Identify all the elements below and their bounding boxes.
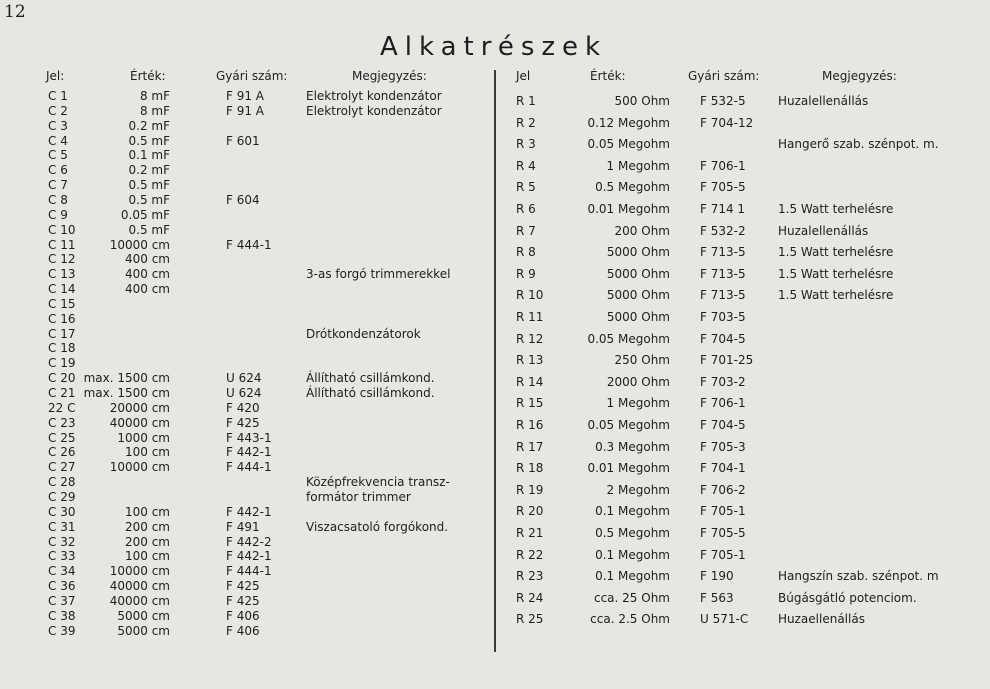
table-row xyxy=(0,415,746,434)
part-designator: R 20 xyxy=(516,504,544,519)
part-value: 400 cm xyxy=(124,252,170,267)
part-number: F 713-5 xyxy=(700,288,746,303)
part-designator: C 39 xyxy=(48,623,76,638)
part-note: 3-as forgó trimmerekkel xyxy=(306,267,451,282)
part-number: F 714 1 xyxy=(700,202,746,216)
part-number: F 713-5 xyxy=(700,266,746,281)
part-number: F 604 xyxy=(226,192,260,207)
part-designator: C 31 xyxy=(48,519,76,534)
part-value: 1 Megohm xyxy=(606,396,670,411)
part-value: 400 cm xyxy=(124,267,170,282)
part-value: 5000 Ohm xyxy=(606,266,670,281)
part-designator: R 11 xyxy=(516,310,544,324)
part-note: Huzalellenállás xyxy=(778,223,869,238)
part-designator: C 19 xyxy=(48,356,76,371)
part-number: F 705-3 xyxy=(700,439,746,454)
part-number: U 624 xyxy=(226,371,262,386)
part-designator: R 14 xyxy=(516,374,544,389)
part-note: Elektrolyt kondenzátor xyxy=(306,89,442,103)
part-designator: C 18 xyxy=(48,341,76,356)
part-designator: R 15 xyxy=(516,396,544,411)
part-value: 200 cm xyxy=(124,534,170,549)
table-row xyxy=(0,245,894,261)
table-row xyxy=(0,115,754,132)
part-value: 0.3 Megohm xyxy=(595,439,670,454)
part-value: 0.5 Megohm xyxy=(595,526,670,540)
part-value: 100 cm xyxy=(124,445,170,460)
part-value: 8 mF xyxy=(139,89,170,103)
right-header-jel: Jel xyxy=(516,69,531,83)
part-number: F 425 xyxy=(226,415,260,430)
part-value: 10000 cm xyxy=(109,460,170,475)
part-value: cca. 2.5 Ohm xyxy=(590,612,670,627)
part-number: F 444-1 xyxy=(226,460,272,475)
part-designator: R 13 xyxy=(516,353,544,368)
part-designator: C 11 xyxy=(48,237,76,252)
part-designator: R 6 xyxy=(516,202,536,216)
part-number: F 705-1 xyxy=(700,547,746,562)
part-value: max. 1500 cm xyxy=(83,386,170,400)
part-value: 0.5 mF xyxy=(128,192,170,207)
part-designator: R 2 xyxy=(516,115,536,130)
table-row xyxy=(0,461,746,477)
page-number: 12 xyxy=(4,2,26,22)
part-value: 0.2 mF xyxy=(128,163,170,178)
part-number: U 624 xyxy=(226,386,262,400)
part-number: F 425 xyxy=(226,593,260,608)
part-value: 0.01 Megohm xyxy=(587,461,670,476)
part-designator: R 18 xyxy=(516,461,544,476)
part-designator: C 15 xyxy=(48,296,76,311)
part-designator: C 16 xyxy=(48,311,76,326)
part-value: 100 cm xyxy=(124,549,170,564)
part-value: 10000 cm xyxy=(109,237,170,252)
table-row xyxy=(0,310,746,326)
part-designator: R 12 xyxy=(516,331,544,346)
part-value: 5000 Ohm xyxy=(606,288,670,303)
table-row xyxy=(0,202,894,218)
part-designator: C 2 xyxy=(48,103,68,118)
part-value: 0.2 mF xyxy=(128,118,170,133)
part-designator: C 33 xyxy=(48,549,76,564)
left-header-megjegyzes: Megjegyzés: xyxy=(352,69,427,83)
part-value: 2000 Ohm xyxy=(606,374,670,389)
left-header-ertek: Érték: xyxy=(130,69,166,83)
part-value: cca. 25 Ohm xyxy=(593,590,670,605)
table-row xyxy=(0,526,746,542)
part-number: U 571-C xyxy=(700,612,749,627)
part-number: F 91 A xyxy=(226,89,265,103)
part-designator: R 16 xyxy=(516,418,544,432)
part-number: F 704-5 xyxy=(700,418,746,432)
table-row xyxy=(0,180,746,196)
part-value: 0.1 Megohm xyxy=(595,569,670,584)
part-designator: C 14 xyxy=(48,282,76,297)
part-number: F 442-1 xyxy=(226,504,272,519)
part-designator: R 19 xyxy=(516,482,544,497)
part-designator: C 5 xyxy=(48,148,68,163)
page-title: Alkatrészek xyxy=(380,32,608,62)
part-value: 2 Megohm xyxy=(606,482,670,497)
part-designator: C 1 xyxy=(48,89,68,103)
right-header-ertek: Érték: xyxy=(590,69,626,83)
table-row xyxy=(0,612,865,628)
part-value: 100 cm xyxy=(124,504,170,519)
right-header-megjegyzes: Megjegyzés: xyxy=(822,69,897,83)
part-designator: R 9 xyxy=(516,266,536,281)
part-designator: R 5 xyxy=(516,180,536,195)
part-value: 0.05 Megohm xyxy=(587,418,670,432)
part-number: F 705-1 xyxy=(700,504,746,519)
table-row xyxy=(0,504,746,520)
table-row xyxy=(0,288,894,304)
part-value: 0.01 Megohm xyxy=(587,202,670,216)
part-number: F 425 xyxy=(226,579,260,594)
part-number: F 532-5 xyxy=(700,94,746,108)
part-designator: R 8 xyxy=(516,245,536,260)
part-number: F 491 xyxy=(226,519,260,534)
part-number: F 706-1 xyxy=(700,158,746,173)
part-value: 0.5 Megohm xyxy=(595,180,670,195)
part-number: F 406 xyxy=(226,608,260,623)
part-designator: R 4 xyxy=(516,158,536,173)
part-designator: C 4 xyxy=(48,133,68,148)
part-number: F 601 xyxy=(226,133,260,148)
part-value: 400 cm xyxy=(124,282,170,297)
part-designator: R 25 xyxy=(516,612,544,627)
part-designator: R 21 xyxy=(516,526,544,540)
part-number: F 706-1 xyxy=(700,396,746,411)
part-note: Hangszín szab. szénpot. m xyxy=(778,569,939,584)
left-header-jel: Jel: xyxy=(46,69,65,83)
part-value: 0.05 Megohm xyxy=(587,137,670,152)
part-value: 40000 cm xyxy=(109,593,170,608)
part-value: 10000 cm xyxy=(109,564,170,579)
part-note: Huzaellenállás xyxy=(778,612,865,627)
part-designator: C 6 xyxy=(48,163,68,178)
table-row xyxy=(0,547,746,564)
part-designator: C 23 xyxy=(48,415,76,430)
part-note: Viszacsatoló forgókond. xyxy=(306,519,449,534)
part-value: 500 Ohm xyxy=(614,94,670,108)
table-row xyxy=(0,266,894,283)
part-value: 0.05 mF xyxy=(120,207,170,222)
part-value: 20000 cm xyxy=(109,400,170,415)
part-designator: R 17 xyxy=(516,439,544,454)
part-designator: C 37 xyxy=(48,593,76,608)
part-number: F 406 xyxy=(226,623,260,638)
part-designator: C 3 xyxy=(48,118,68,133)
part-number: F 563 xyxy=(700,590,734,605)
part-value: 250 Ohm xyxy=(614,353,670,368)
part-designator: C 30 xyxy=(48,504,76,519)
left-header-gyari: Gyári szám: xyxy=(216,69,288,83)
part-number: F 703-5 xyxy=(700,310,746,324)
table-row xyxy=(0,374,746,391)
column-divider xyxy=(494,70,496,652)
part-number: F 703-2 xyxy=(700,374,746,389)
table-row xyxy=(0,396,746,412)
part-note: Búgásgátló potenciom. xyxy=(778,590,917,605)
part-designator: C 21 xyxy=(48,386,76,400)
part-note: Huzalellenállás xyxy=(778,94,869,108)
table-row xyxy=(0,94,869,110)
part-designator: R 22 xyxy=(516,547,544,562)
table-row xyxy=(0,590,917,607)
part-designator: 22 C xyxy=(48,400,76,415)
part-note: Középfrekvencia transz- xyxy=(306,475,450,490)
part-designator: R 23 xyxy=(516,569,544,584)
part-note: Hangerő szab. szénpot. m. xyxy=(778,137,939,152)
part-value: 0.5 mF xyxy=(128,178,170,193)
part-number: F 442-2 xyxy=(226,534,272,549)
part-value: max. 1500 cm xyxy=(83,371,170,386)
part-value: 0.12 Megohm xyxy=(587,115,670,130)
part-number: F 420 xyxy=(226,400,260,415)
part-note: formátor trimmer xyxy=(306,489,411,504)
part-value: 40000 cm xyxy=(109,579,170,594)
part-designator: C 28 xyxy=(48,475,76,490)
table-row xyxy=(0,158,746,178)
part-designator: C 9 xyxy=(48,207,68,222)
part-number: F 706-2 xyxy=(700,482,746,497)
part-note: 1.5 Watt terhelésre xyxy=(778,202,894,216)
part-designator: C 38 xyxy=(48,608,76,623)
part-note: Állítható csillámkond. xyxy=(306,371,435,386)
part-value: 5000 Ohm xyxy=(606,245,670,260)
part-value: 1 Megohm xyxy=(606,158,670,173)
part-value: 0.5 mF xyxy=(128,222,170,237)
part-designator: C 25 xyxy=(48,430,76,445)
part-note: Drótkondenzátorok xyxy=(306,326,421,341)
part-designator: R 10 xyxy=(516,288,544,303)
part-number: F 443-1 xyxy=(226,430,272,445)
right-header-gyari: Gyári szám: xyxy=(688,69,760,83)
part-number: F 442-1 xyxy=(226,549,272,564)
part-designator: R 3 xyxy=(516,137,536,152)
part-number: F 532-2 xyxy=(700,223,746,238)
part-value: 8 mF xyxy=(139,103,170,118)
part-number: F 444-1 xyxy=(226,564,272,579)
part-number: F 704-1 xyxy=(700,461,746,476)
table-row xyxy=(0,439,746,456)
part-designator: C 13 xyxy=(48,267,76,282)
part-designator: C 17 xyxy=(48,326,76,341)
part-value: 0.5 mF xyxy=(128,133,170,148)
part-note: 1.5 Watt terhelésre xyxy=(778,245,894,260)
table-row xyxy=(0,331,746,348)
part-designator: C 10 xyxy=(48,222,76,237)
table-row xyxy=(0,223,869,240)
table-row xyxy=(0,353,754,369)
part-designator: R 24 xyxy=(516,590,544,605)
part-note: Állítható csillámkond. xyxy=(306,386,435,400)
part-value: 0.1 mF xyxy=(128,148,170,163)
part-number: F 701-25 xyxy=(700,353,754,368)
part-note: 1.5 Watt terhelésre xyxy=(778,288,894,303)
part-value: 40000 cm xyxy=(109,415,170,430)
part-designator: C 8 xyxy=(48,192,68,207)
part-note: 1.5 Watt terhelésre xyxy=(778,266,894,281)
table-row xyxy=(0,137,939,153)
part-number: F 705-5 xyxy=(700,526,746,540)
part-designator: R 1 xyxy=(516,94,536,108)
part-number: F 704-12 xyxy=(700,115,754,130)
part-designator: R 7 xyxy=(516,223,536,238)
part-value: 5000 cm xyxy=(117,623,170,638)
part-value: 200 Ohm xyxy=(614,223,670,238)
part-value: 5000 Ohm xyxy=(606,310,670,324)
part-designator: C 27 xyxy=(48,460,76,475)
part-designator: C 12 xyxy=(48,252,76,267)
part-designator: C 20 xyxy=(48,371,76,386)
part-number: F 444-1 xyxy=(226,237,272,252)
part-value: 1000 cm xyxy=(117,430,170,445)
part-number: F 704-5 xyxy=(700,331,746,346)
part-designator: C 26 xyxy=(48,445,76,460)
part-value: 0.05 Megohm xyxy=(587,331,670,346)
part-designator: C 32 xyxy=(48,534,76,549)
part-value: 0.1 Megohm xyxy=(595,547,670,562)
part-number: F 705-5 xyxy=(700,180,746,195)
part-value: 0.1 Megohm xyxy=(595,504,670,519)
part-value: 200 cm xyxy=(124,519,170,534)
part-number: F 91 A xyxy=(226,103,265,118)
part-note: Elektrolyt kondenzátor xyxy=(306,103,442,118)
part-number: F 713-5 xyxy=(700,245,746,260)
part-designator: C 7 xyxy=(48,178,68,193)
part-designator: C 29 xyxy=(48,489,76,504)
part-designator: C 36 xyxy=(48,579,76,594)
part-number: F 190 xyxy=(700,569,734,584)
part-number: F 442-1 xyxy=(226,445,272,460)
part-value: 5000 cm xyxy=(117,608,170,623)
part-designator: C 34 xyxy=(48,564,76,579)
table-row xyxy=(0,569,939,585)
